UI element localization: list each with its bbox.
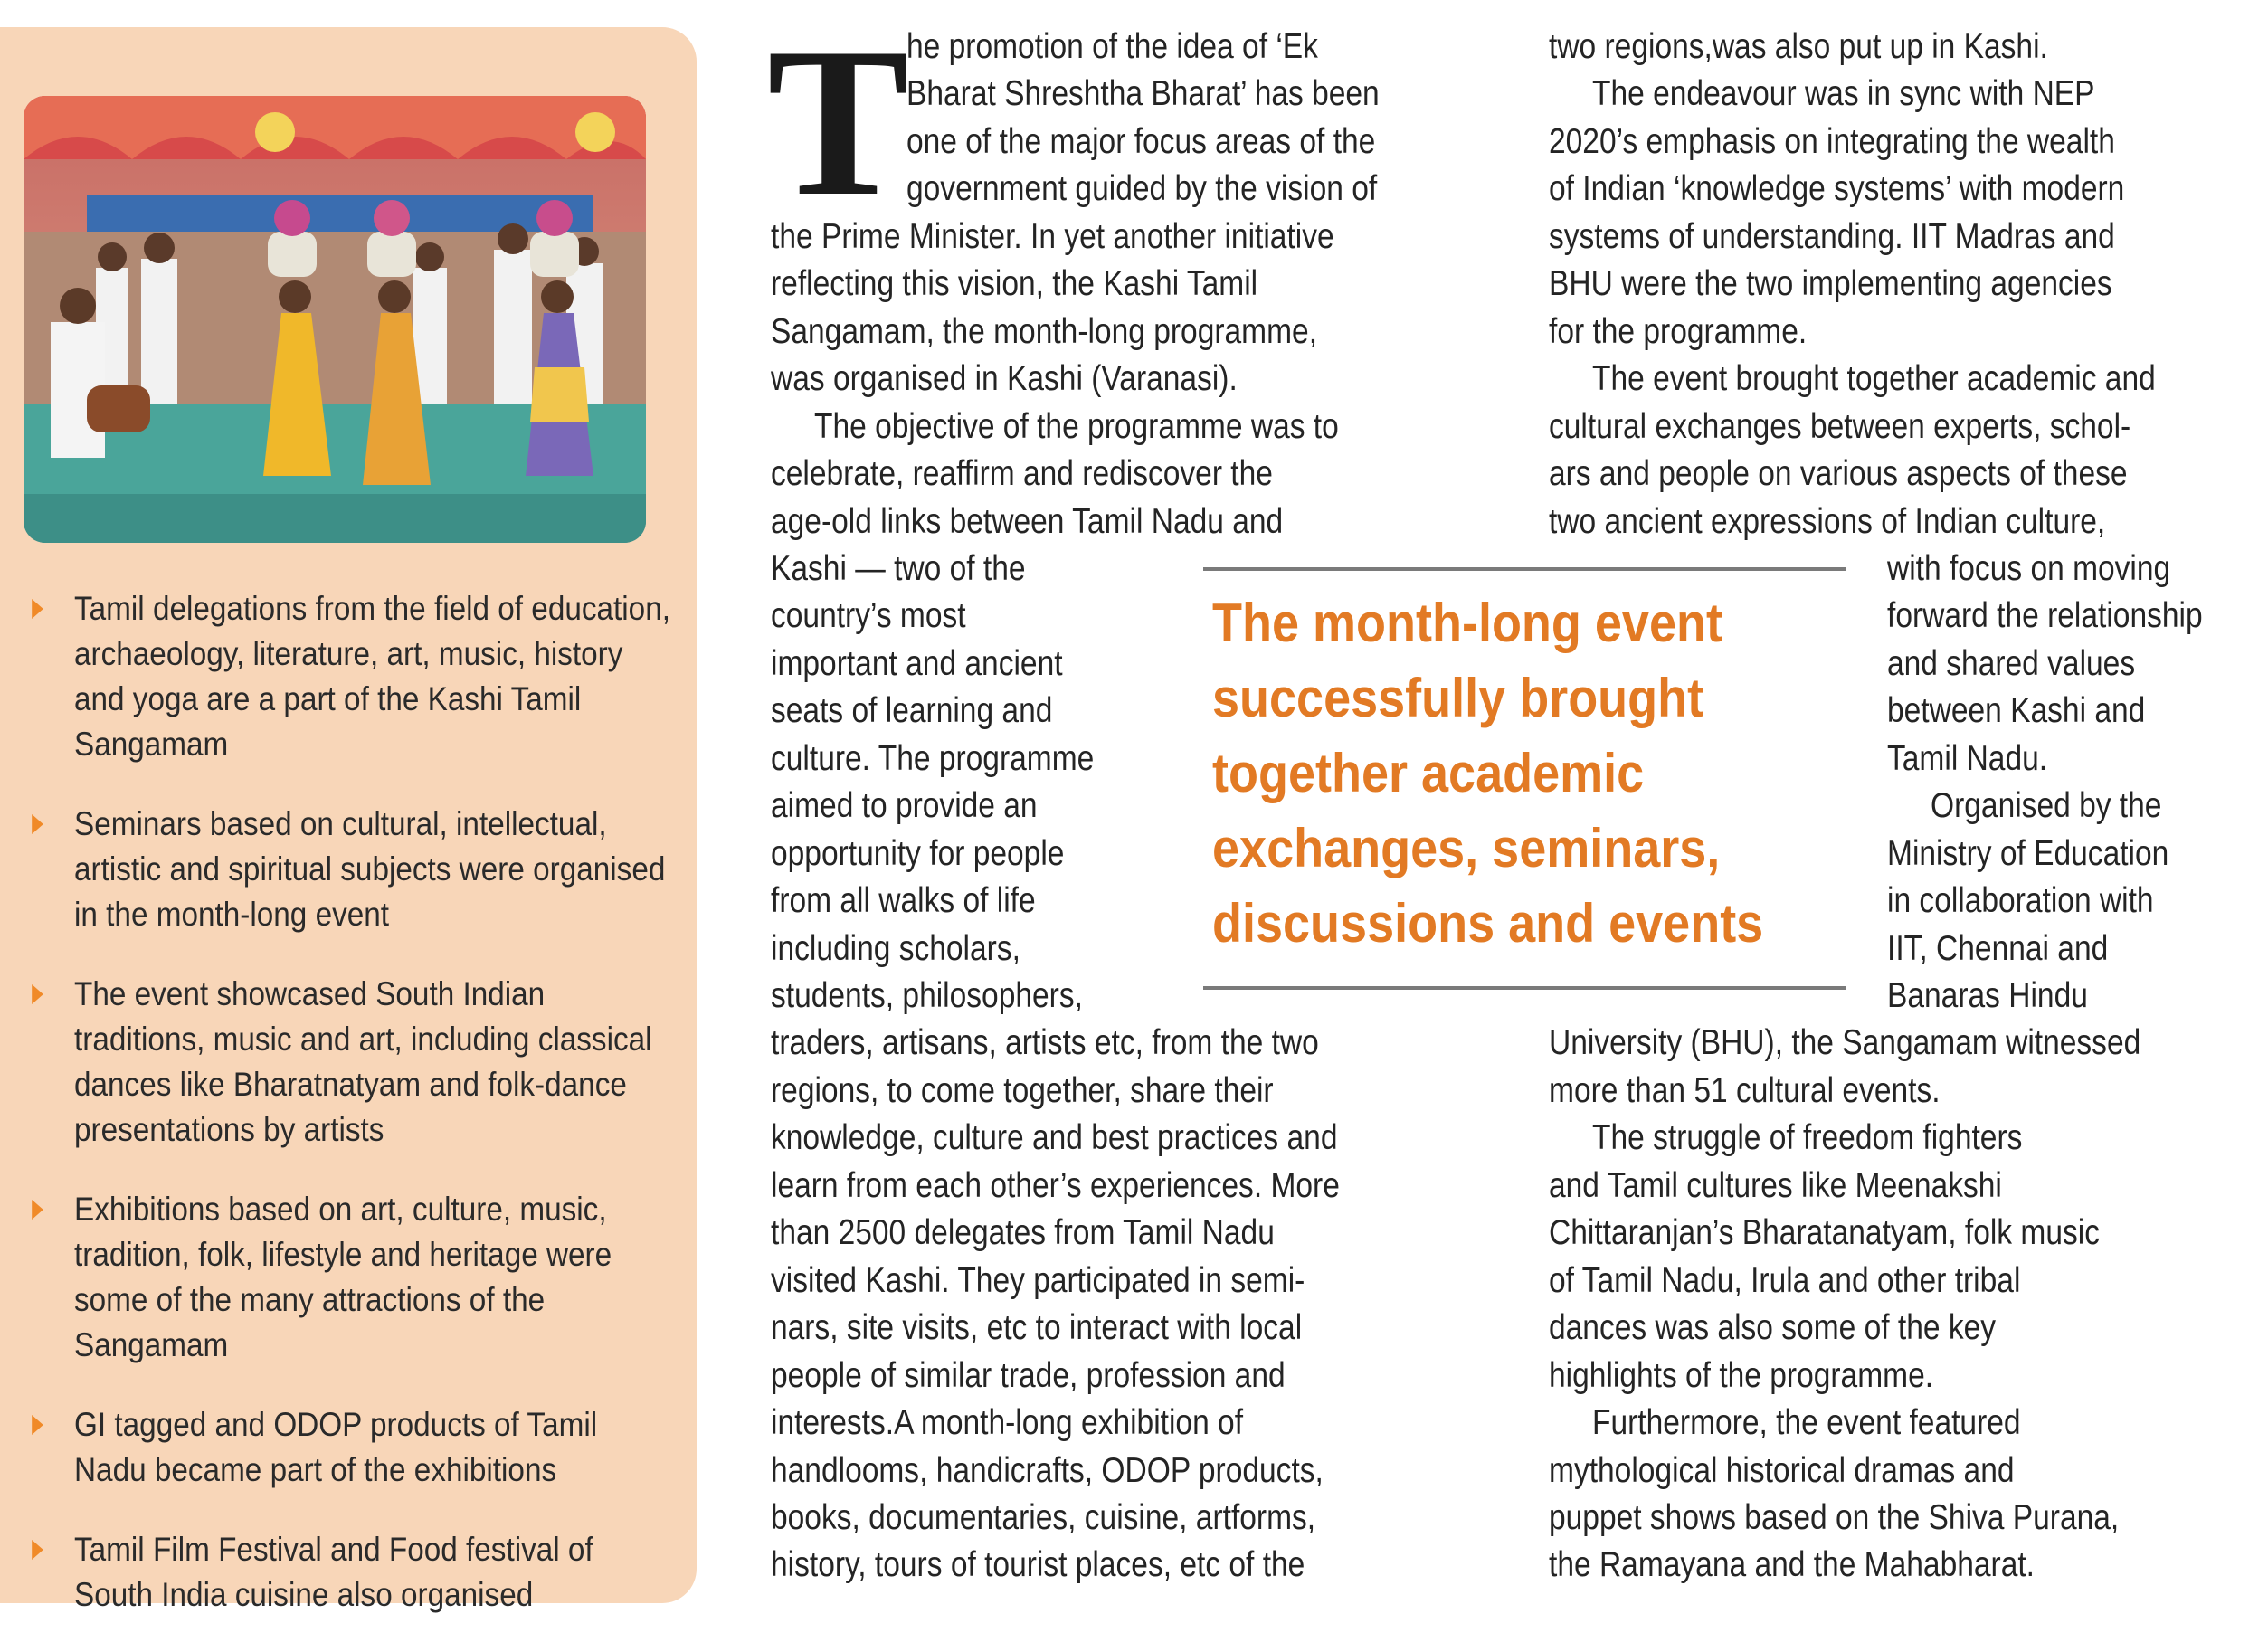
pull-quote-line: successfully brought [1212, 668, 1704, 728]
article-line: Ministry of Education [1887, 833, 2169, 873]
pull-quote-line: The month-long event [1212, 593, 1722, 653]
article-line: nars, site visits, etc to interact with local [771, 1308, 1303, 1348]
dance-photo [24, 96, 646, 543]
article-line: Kashi — two of the [771, 548, 1026, 588]
article-line: the Prime Minister. In yet another initiative [771, 216, 1334, 256]
article-line: the Ramayana and the Mahabharat. [1549, 1545, 2036, 1585]
article-line: he promotion of the idea of ‘Ek [906, 27, 1318, 66]
bullet-arrow-icon [32, 599, 43, 619]
highlight-text: Tamil delegations from the field of education, archaeology, literature, art, music, history and yoga are a part of the Kashi Tamil Sangamam [74, 590, 670, 763]
article-line: celebrate, reaffirm and rediscover the [771, 454, 1273, 494]
article-line: puppet shows based on the Shiva Purana, [1549, 1497, 2120, 1537]
highlight-text: The event showcased South Indian traditions, music and art, including classical dances like Bharatnatyam and folk-dance presentations by artists [74, 975, 652, 1148]
article-line: Chittaranjan’s Bharatanatyam, folk music [1549, 1213, 2100, 1253]
article-line: learn from each other’s experiences. More [771, 1165, 1340, 1205]
article-line: traders, artisans, artists etc, from the two [771, 1023, 1319, 1063]
article-line: government guided by the vision of [906, 169, 1378, 209]
pull-quote-line: together academic [1212, 743, 1645, 803]
article-line: aimed to provide an [771, 786, 1038, 826]
article-line: and Tamil cultures like Meenakshi [1549, 1165, 2002, 1205]
highlight-item [25, 586, 677, 767]
highlight-text: Seminars based on cultural, intellectual, artistic and spiritual subjects were organised in the month-long event [74, 805, 666, 933]
pull-quote-line: discussions and events [1212, 893, 1764, 954]
article-line: country’s most [771, 596, 966, 636]
article-line: from all walks of life [771, 881, 1036, 921]
article-line: highlights of the programme. [1549, 1355, 1934, 1395]
article-line: two regions,was also put up in Kashi. [1549, 27, 2048, 66]
pull-quote-bottom-rule [1203, 986, 1846, 990]
highlight-item [25, 972, 677, 1153]
article-line: between Kashi and [1887, 691, 2146, 731]
highlights-list [25, 586, 677, 1652]
article-line: was organised in Kashi (Varanasi). [771, 359, 1238, 399]
article-line: students, philosophers, [771, 976, 1083, 1015]
pull-quote-top-rule [1203, 567, 1846, 571]
article-line: Sangamam, the month-long programme, [771, 311, 1318, 351]
article-line: The objective of the programme was to [814, 406, 1339, 446]
highlight-item [25, 1187, 677, 1368]
highlight-text: Exhibitions based on art, culture, music, tradition, folk, lifestyle and heritage were some of the many attractions of the Sangamam [74, 1191, 612, 1363]
article-line: books, documentaries, cuisine, artforms, [771, 1497, 1316, 1537]
article-line: Furthermore, the event featured [1592, 1403, 2021, 1443]
article-line: dances was also some of the key [1549, 1308, 1997, 1348]
article-line: Organised by the [1931, 786, 2162, 826]
bullet-arrow-icon [32, 1540, 43, 1560]
article-line: in collaboration with [1887, 881, 2154, 921]
bullet-arrow-icon [32, 1415, 43, 1435]
highlight-item [25, 1527, 677, 1618]
sidebar-panel [0, 27, 697, 1613]
article-line: people of similar trade, profession and [771, 1355, 1286, 1395]
article-line: mythological historical dramas and [1549, 1450, 2015, 1490]
highlight-text: Tamil Film Festival and Food festival of South India cuisine also organised [74, 1531, 593, 1613]
drop-cap: T [767, 5, 910, 241]
article-line: history, tours of tourist places, etc of the [771, 1545, 1305, 1585]
article-line: knowledge, culture and best practices and [771, 1118, 1338, 1158]
article-line: systems of understanding. IIT Madras and [1549, 216, 2115, 256]
article-line: BHU were the two implementing agencies [1549, 264, 2112, 304]
article-line: The event brought together academic and [1592, 359, 2156, 399]
article-line: one of the major focus areas of the [906, 121, 1376, 161]
article-line: cultural exchanges between experts, schol- [1549, 406, 2131, 446]
article-line: forward the relationship [1887, 596, 2203, 636]
article-line: The struggle of freedom fighters [1592, 1118, 2023, 1158]
article-line: visited Kashi. They participated in semi- [771, 1260, 1305, 1300]
article-line: 2020’s emphasis on integrating the wealth [1549, 121, 2115, 161]
article-line: regions, to come together, share their [771, 1070, 1274, 1110]
article-line: including scholars, [771, 928, 1020, 968]
article-line: and shared values [1887, 643, 2136, 683]
article-line: age-old links between Tamil Nadu and [771, 501, 1284, 541]
folk-dancers-image [24, 96, 646, 543]
article-line: for the programme. [1549, 311, 1808, 351]
highlight-item [25, 1402, 677, 1493]
article-line: with focus on moving [1887, 548, 2171, 588]
article-line: opportunity for people [771, 833, 1065, 873]
article-line: more than 51 cultural events. [1549, 1070, 1941, 1110]
article-line: ars and people on various aspects of these [1549, 454, 2128, 494]
bullet-arrow-icon [32, 984, 43, 1004]
bullet-arrow-icon [32, 814, 43, 834]
article-line: seats of learning and [771, 691, 1053, 731]
article-line: The endeavour was in sync with NEP [1592, 74, 2095, 114]
article-line: University (BHU), the Sangamam witnessed [1549, 1023, 2141, 1063]
highlight-item [25, 802, 677, 937]
article-line: interests.A month-long exhibition of [771, 1403, 1244, 1443]
article-line: Banaras Hindu [1887, 976, 2088, 1015]
pull-quote-line: exchanges, seminars, [1212, 818, 1721, 878]
article-line: than 2500 delegates from Tamil Nadu [771, 1213, 1275, 1253]
highlight-text: GI tagged and ODOP products of Tamil Nadu became part of the exhibitions [74, 1406, 598, 1488]
bullet-arrow-icon [32, 1200, 43, 1220]
article-line: Bharat Shreshtha Bharat’ has been [906, 74, 1380, 114]
article-line: culture. The programme [771, 738, 1095, 778]
article-line: Tamil Nadu. [1887, 738, 2048, 778]
article-line: IIT, Chennai and [1887, 928, 2109, 968]
article-line: handlooms, handicrafts, ODOP products, [771, 1450, 1324, 1490]
article-line: reflecting this vision, the Kashi Tamil [771, 264, 1258, 304]
article-line: important and ancient [771, 643, 1063, 683]
article-line: of Indian ‘knowledge systems’ with modern [1549, 169, 2125, 209]
article-line: two ancient expressions of Indian culture, [1549, 501, 2106, 541]
article-line: of Tamil Nadu, Irula and other tribal [1549, 1260, 2021, 1300]
